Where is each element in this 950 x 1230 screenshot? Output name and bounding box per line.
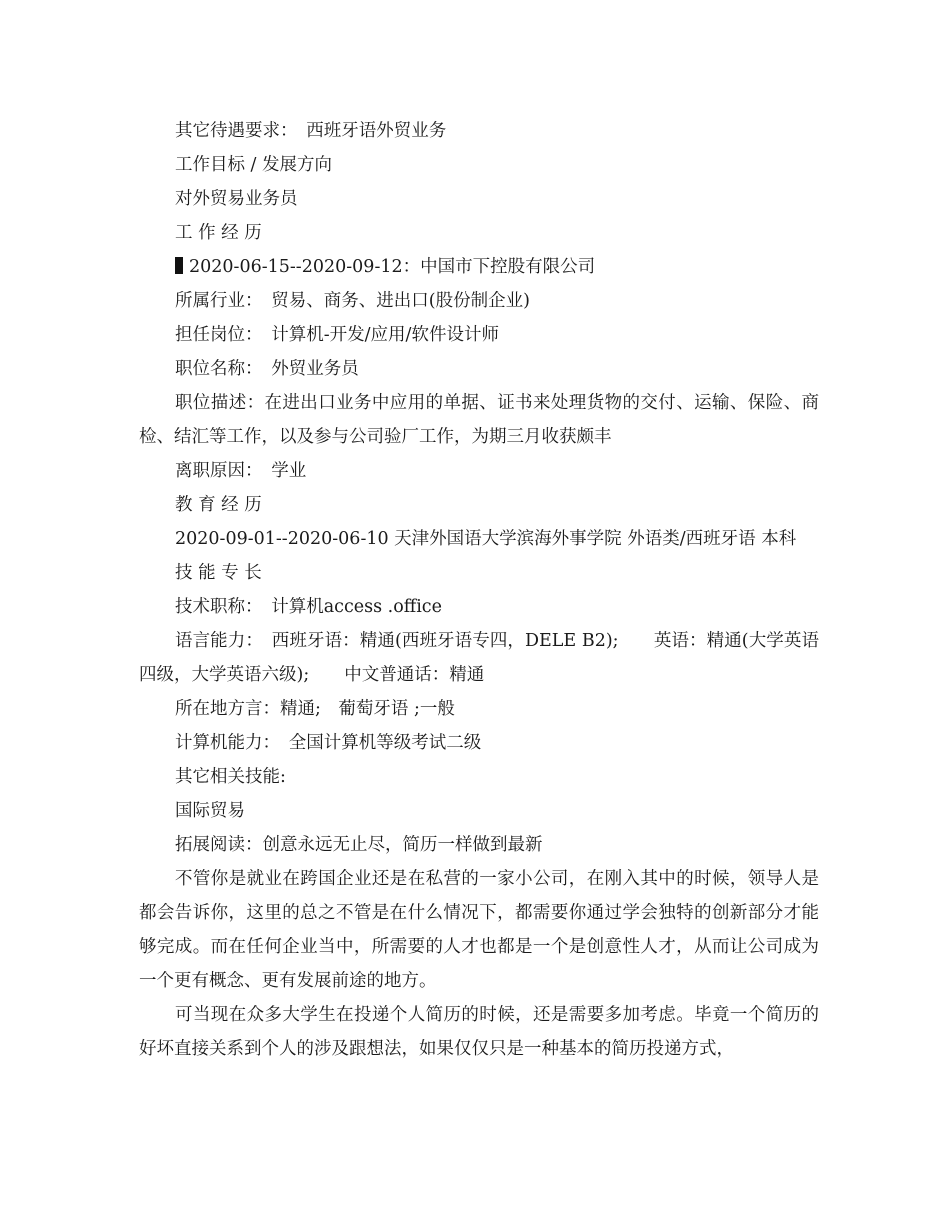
leave-reason-line: 离职原因： 学业 xyxy=(175,461,307,481)
job-description-paragraph: 职位描述：在进出口业务中应用的单据、证书来处理货物的交付、运输、保险、商检、结汇等工作，以及参与公司验厂工作，为期三月收获颇丰 xyxy=(139,393,819,447)
language-ability-paragraph: 语言能力： 西班牙语：精通(西班牙语专四，DELE B2); 英语：精通(大学英语四级，大学英语六级); 中文普通话：精通 xyxy=(139,631,819,685)
education-entry-paragraph: 2020-09-01--2020-06-10 天津外国语大学滨海外事学院 外语类/西班牙语 本科 xyxy=(175,529,797,549)
article-paragraph-2: 可当现在众多大学生在投递个人简历的时候，还是需要多加考虑。毕竟一个简历的好坏直接关系到个人的涉及跟想法，如果仅仅只是一种基本的简历投递方式， xyxy=(139,1005,819,1059)
technical-title-line: 技术职称： 计算机access .office xyxy=(175,597,442,617)
industry-line: 所属行业： 贸易、商务、进出口(股份制企业) xyxy=(175,291,530,311)
dialect-line: 所在地方言：精通; 葡萄牙语 ;一般 xyxy=(175,699,455,719)
job-goal-heading: 工作目标 / 发展方向 xyxy=(175,155,333,175)
skills-heading: 技 能 专 长 xyxy=(175,563,262,583)
extended-reading-line: 拓展阅读：创意永远无止尽，简历一样做到最新 xyxy=(175,835,543,855)
article-paragraph-1: 不管你是就业在跨国企业还是在私营的一家小公司，在刚入其中的时候，领导人是都会告诉你，这里的总之不管是在什么情况下，都需要你通过学会独特的创新部分才能够完成。而在任何企业当中，所需要的人才也都是一个是创意性人才，从而让公司成为一个更有概念、更有发展前途的地方。 xyxy=(139,869,819,991)
other-benefits-line: 其它待遇要求： 西班牙语外贸业务 xyxy=(175,121,447,141)
work-entry-text: 2020-06-15--2020-09-12：中国市下控股有限公司 xyxy=(189,257,596,277)
work-entry-line xyxy=(139,250,819,284)
education-heading: 教 育 经 历 xyxy=(175,495,262,515)
international-trade-line: 国际贸易 xyxy=(175,801,245,821)
position-line: 担任岗位： 计算机-开发/应用/软件设计师 xyxy=(175,325,499,345)
work-experience-heading: 工 作 经 历 xyxy=(175,223,262,243)
job-title-line: 职位名称： 外贸业务员 xyxy=(175,359,359,379)
job-goal-value: 对外贸易业务员 xyxy=(175,189,298,209)
resume-content xyxy=(139,114,819,1066)
bullet-marker-icon xyxy=(175,257,183,274)
other-skills-line: 其它相关技能: xyxy=(175,767,286,787)
computer-ability-line: 计算机能力： 全国计算机等级考试二级 xyxy=(175,733,482,753)
